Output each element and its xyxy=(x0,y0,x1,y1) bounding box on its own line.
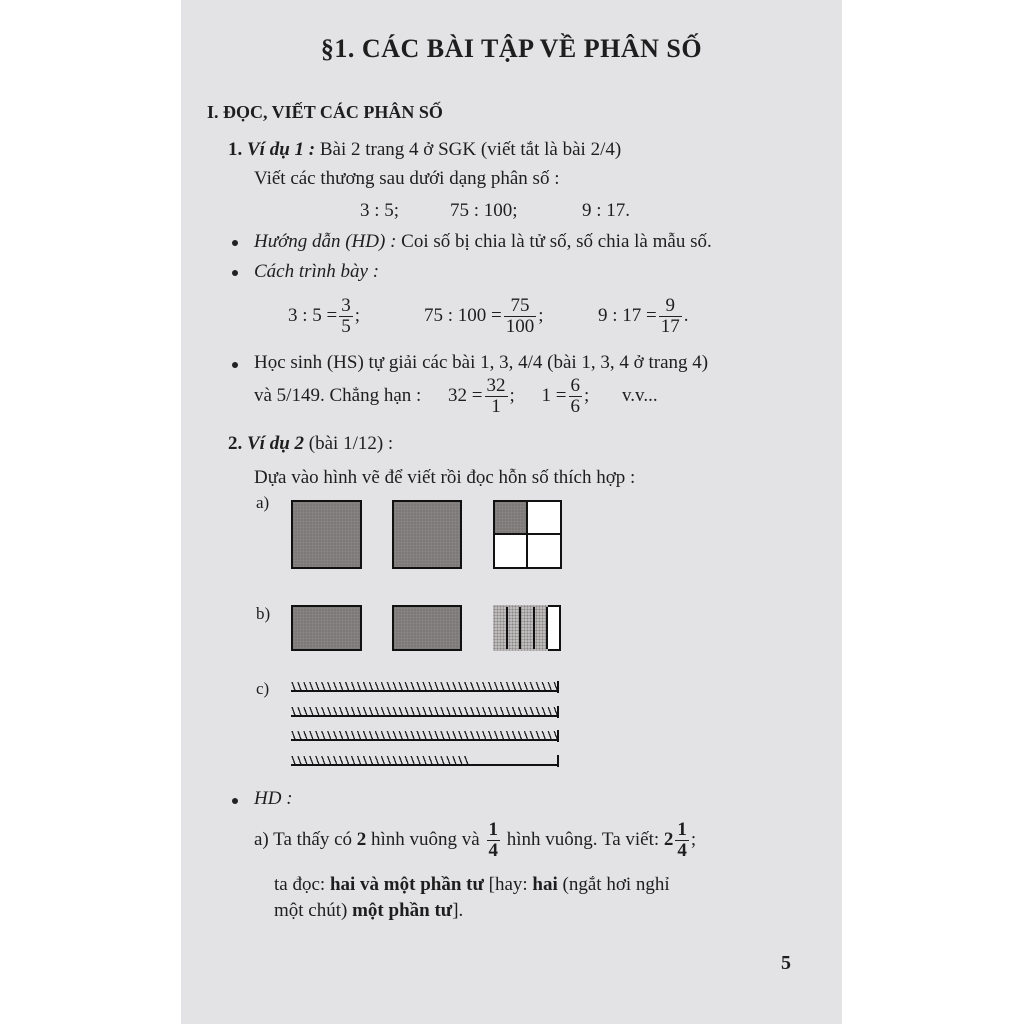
example-1-text: Bài 2 trang 4 ở SGK (viết tắt là bài 2/4) xyxy=(319,139,622,160)
answer-equation xyxy=(598,296,689,337)
text-bold: hai và một phần tư xyxy=(329,874,484,895)
divider xyxy=(519,607,521,649)
denominator: 17 xyxy=(660,315,680,337)
numerator: 1 xyxy=(488,819,498,840)
punct: ; xyxy=(690,828,697,850)
text: hình vuông và xyxy=(371,828,480,850)
text: [hay: xyxy=(488,874,528,895)
punct: ; xyxy=(509,384,515,406)
punct: . xyxy=(683,304,689,326)
numerator: 75 xyxy=(504,296,537,317)
hd-label: HD : xyxy=(254,788,293,809)
hd-read-line xyxy=(274,875,670,894)
figure-a-label: a) xyxy=(256,493,270,512)
hatched-segment xyxy=(291,731,558,741)
etc: v.v... xyxy=(622,384,658,406)
example-2-line xyxy=(228,434,393,453)
example-1-prompt: Viết các thương sau dưới dạng phân số : xyxy=(254,168,560,189)
hatched-segment xyxy=(291,682,558,692)
numerator: 3 xyxy=(341,295,351,316)
text: (ngắt hơi nghỉ xyxy=(562,874,670,895)
hint-text: Coi số bị chia là tử số, số chia là mẫu số. xyxy=(401,231,712,252)
text: ]. xyxy=(452,900,464,921)
text: a) Ta thấy có xyxy=(254,828,353,850)
text-bold: một phần tư xyxy=(352,900,453,921)
bullet xyxy=(232,240,238,246)
example-2-label: Ví dụ 2 xyxy=(247,433,305,454)
presentation-label: Cách trình bày : xyxy=(254,261,380,282)
divider xyxy=(495,533,560,535)
hd-answer-line xyxy=(254,820,696,861)
divided-rectangle xyxy=(493,605,561,651)
denominator: 1 xyxy=(491,395,501,417)
example-1-number: 1. xyxy=(228,139,243,160)
text-bold: 2 xyxy=(356,828,367,850)
answer-equation xyxy=(288,296,360,337)
example-intro: và 5/149. Chẳng hạn : xyxy=(254,384,422,406)
fraction xyxy=(504,296,537,337)
punct: ; xyxy=(584,384,590,406)
figure-c-label: c) xyxy=(256,679,270,698)
bullet xyxy=(232,270,238,276)
student-task-line: Học sinh (HS) tự giải các bài 1, 3, 4/4 (bài 1, 3, 4 ở trang 4) xyxy=(254,352,709,373)
fraction xyxy=(675,820,689,861)
equation-lhs: 75 : 100 = xyxy=(424,304,502,326)
fraction xyxy=(569,376,583,417)
fraction xyxy=(339,296,353,337)
segment-end-tick xyxy=(557,681,559,693)
divider xyxy=(546,607,548,649)
example-2-number: 2. xyxy=(228,433,243,454)
numerator: 1 xyxy=(677,819,687,840)
mixed-whole: 2 xyxy=(663,828,674,850)
bullet xyxy=(232,362,238,368)
hatched-segment xyxy=(291,707,558,717)
bullet xyxy=(232,798,238,804)
hint-line xyxy=(254,232,712,251)
segment-end-tick xyxy=(557,706,559,718)
shaded-rectangle xyxy=(291,605,362,651)
quotient: 9 : 17. xyxy=(582,200,631,221)
page-title: §1. CÁC BÀI TẬP VỀ PHÂN SỐ xyxy=(320,34,703,63)
hd-read-line-2 xyxy=(274,901,463,920)
numerator: 9 xyxy=(659,296,682,317)
fraction xyxy=(485,376,508,417)
denominator: 4 xyxy=(488,839,498,861)
answer-equation xyxy=(424,296,544,337)
punct: ; xyxy=(538,304,544,326)
text: hình vuông. Ta viết: xyxy=(506,828,660,850)
text-bold: hai xyxy=(532,874,558,895)
quotient: 3 : 5; xyxy=(360,200,400,221)
quartered-square xyxy=(493,500,562,569)
shaded-square xyxy=(392,500,462,569)
text: một chút) xyxy=(274,900,348,921)
punct: ; xyxy=(354,304,361,326)
example-2-ref: (bài 1/12) : xyxy=(308,433,394,454)
segment-end-tick xyxy=(557,755,559,767)
example-2-prompt: Dựa vào hình vẽ để viết rồi đọc hỗn số thích hợp : xyxy=(254,467,636,488)
equation-lhs: 1 = xyxy=(541,384,567,406)
equation-lhs: 32 = xyxy=(448,384,483,406)
hint-label: Hướng dẫn (HD) : xyxy=(254,231,397,252)
fraction xyxy=(659,296,682,337)
divider xyxy=(506,607,508,649)
equation-lhs: 9 : 17 = xyxy=(598,304,657,326)
denominator: 6 xyxy=(570,395,580,417)
numerator: 6 xyxy=(570,375,580,396)
numerator: 32 xyxy=(486,375,506,396)
page-number: 5 xyxy=(781,952,791,974)
figure-b-label: b) xyxy=(256,604,271,623)
segment-end-tick xyxy=(557,730,559,742)
divider xyxy=(533,607,535,649)
shaded-rectangle xyxy=(392,605,462,651)
denominator: 5 xyxy=(341,315,351,337)
denominator: 100 xyxy=(505,315,535,337)
segment-baseline xyxy=(291,764,558,766)
quotient: 75 : 100; xyxy=(450,200,518,221)
shaded-square xyxy=(291,500,362,569)
fraction xyxy=(487,820,501,861)
example-1-line xyxy=(228,140,621,159)
denominator: 4 xyxy=(677,839,687,861)
shaded-quarter xyxy=(493,500,528,535)
section-heading: I. ĐỌC, VIẾT CÁC PHÂN SỐ xyxy=(207,102,443,122)
equation-lhs: 3 : 5 = xyxy=(288,304,338,326)
example-1-label: Ví dụ 1 : xyxy=(247,139,316,160)
student-task-line-2 xyxy=(254,376,658,417)
text: ta đọc: xyxy=(274,874,326,895)
